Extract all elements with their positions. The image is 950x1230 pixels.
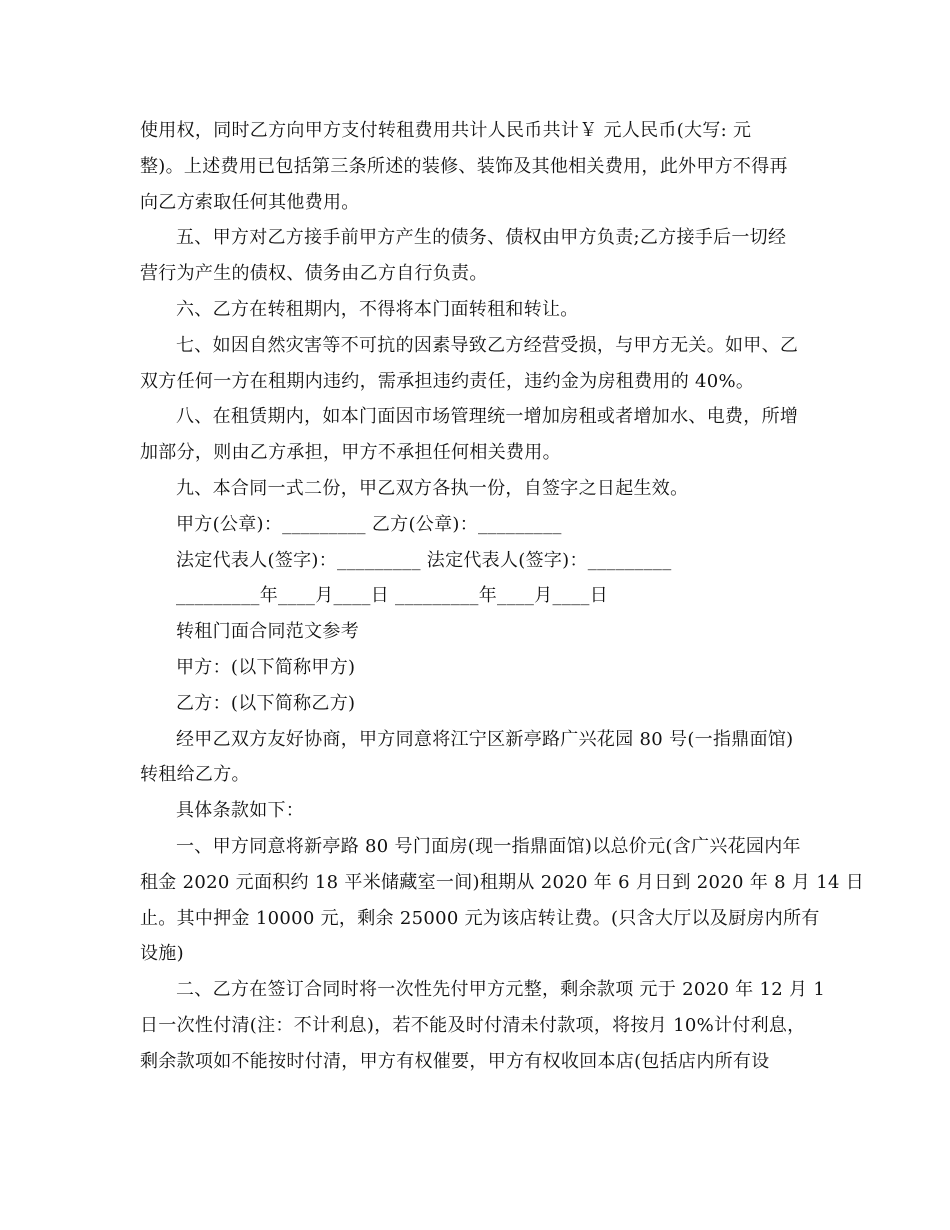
text-line: 整)。上述费用已包括第三条所述的装修、装饰及其他相关费用，此外甲方不得再 [140, 155, 788, 177]
text-line: 六、乙方在转租期内，不得将本门面转租和转让。 [176, 298, 579, 320]
text-line: 使用权，同时乙方向甲方支付转租费用共计人民币共计￥ 元人民币(大写: 元 [140, 120, 752, 141]
text-line: 二、乙方在签订合同时将一次性先付甲方元整，剩余款项 元于 2020 年 12 月 1 [176, 979, 826, 1001]
text-line: 一、甲方同意将新亭路 80 号门面房(现一指鼎面馆)以总价元(含广兴花园内年 [176, 835, 801, 857]
text-line: 乙方：(以下简称乙方) [176, 692, 356, 714]
text-line: 向乙方索取任何其他费用。 [140, 191, 360, 213]
text-line: 剩余款项如不能按时付清，甲方有权催要，甲方有权收回本店(包括店内所有设 [140, 1050, 770, 1072]
text-line: 租金 2020 元面积约 18 平米储藏室一间)租期从 2020 年 6 月日到 2020 年 8 月 14 日 [140, 871, 865, 893]
text-line: 甲方(公章)：_________ 乙方(公章)：_________ [176, 513, 562, 535]
text-line: 甲方：(以下简称甲方) [176, 656, 356, 678]
text-line: 双方任何一方在租期内违约，需承担违约责任，违约金为房租费用的 40%。 [140, 370, 755, 392]
text-line: 营行为产生的债权、债务由乙方自行负责。 [140, 263, 488, 285]
text-line: _________年____月____日 _________年____月____日 [176, 585, 609, 607]
text-line: 日一次性付清(注：不计利息)，若不能及时付清未付款项，将按月 10%计付利息， [140, 1014, 806, 1036]
text-line: 止。其中押金 10000 元，剩余 25000 元为该店转让费。(只含大厅以及厨房内所有 [140, 907, 820, 929]
text-line: 法定代表人(签字)：_________ 法定代表人(签字)：_________ [176, 549, 672, 571]
text-line: 加部分，则由乙方承担，甲方不承担任何相关费用。 [140, 442, 561, 464]
text-line: 经甲乙双方友好协商，甲方同意将江宁区新亭路广兴花园 80 号(一指鼎面馆) [176, 728, 794, 750]
text-line: 转租给乙方。 [140, 764, 250, 786]
text-line: 具体条款如下： [176, 800, 305, 822]
text-line: 七、如因自然灾害等不可抗的因素导致乙方经营受损，与甲方无关。如甲、乙 [176, 334, 799, 356]
text-line: 设施) [140, 943, 184, 965]
text-line: 五、甲方对乙方接手前甲方产生的债务、债权由甲方负责;乙方接手后一切经 [176, 227, 787, 249]
text-line: 八、在租赁期内，如本门面因市场管理统一增加房租或者增加水、电费，所增 [176, 406, 799, 428]
text-line: 九、本合同一式二份，甲乙双方各执一份，自签字之日起生效。 [176, 477, 689, 499]
text-line: 转租门面合同范文参考 [176, 621, 359, 643]
document-body [140, 113, 865, 1080]
